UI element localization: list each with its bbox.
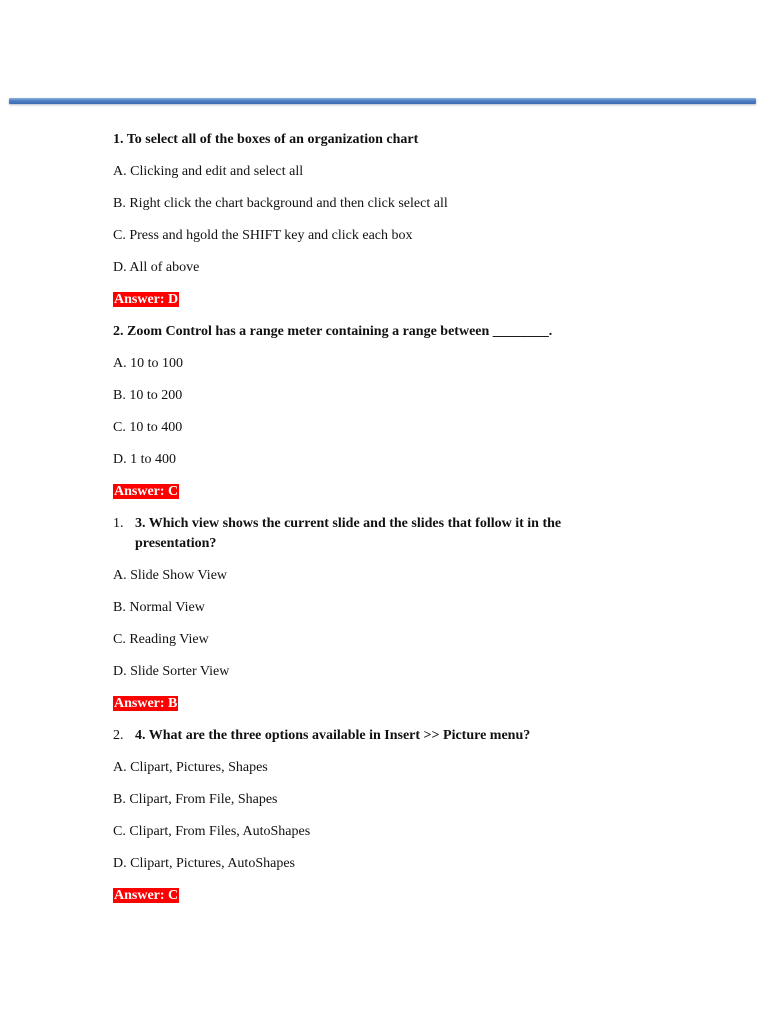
question-2-option-b: B. 10 to 200 xyxy=(113,388,183,403)
question-3-option-a: A. Slide Show View xyxy=(113,568,228,583)
question-4-option-d: D. Clipart, Pictures, AutoShapes xyxy=(113,856,295,871)
question-3-option-c: C. Reading View xyxy=(113,632,209,647)
question-1-title: 1. To select all of the boxes of an organization chart xyxy=(113,132,419,147)
question-4-option-a: A. Clipart, Pictures, Shapes xyxy=(113,760,268,775)
question-4-answer-row xyxy=(113,886,179,906)
question-4-title: 4. What are the three options available in Insert >> Picture menu? xyxy=(135,728,531,743)
question-1-option-d: D. All of above xyxy=(113,260,200,275)
question-1-option-b: B. Right click the chart background and then click select all xyxy=(113,196,448,211)
question-2-option-c: C. 10 to 400 xyxy=(113,420,183,435)
question-2-option-a: A. 10 to 100 xyxy=(113,356,183,371)
question-1-option-a: A. Clicking and edit and select all xyxy=(113,164,304,179)
question-3-title-line-2: presentation? xyxy=(135,536,217,551)
question-1-option-c: C. Press and hgold the SHIFT key and click each box xyxy=(113,228,413,243)
question-4-list-number: 2. xyxy=(113,728,124,743)
question-4-answer: Answer: C xyxy=(114,888,179,903)
question-4-option-b: B. Clipart, From File, Shapes xyxy=(113,792,278,807)
question-2-answer: Answer: C xyxy=(114,484,179,499)
question-4-title-block xyxy=(113,726,633,746)
question-3-option-d: D. Slide Sorter View xyxy=(113,664,230,679)
question-3-title-block xyxy=(113,514,633,554)
question-1-answer: Answer: D xyxy=(114,292,179,307)
question-1-answer-row xyxy=(113,290,179,310)
question-3-title-line-1: 3. Which view shows the current slide and the slides that follow it in the xyxy=(135,516,562,531)
question-2-option-d: D. 1 to 400 xyxy=(113,452,176,467)
header-rule xyxy=(9,98,756,104)
question-3-list-number: 1. xyxy=(113,516,124,531)
question-2-answer-row xyxy=(113,482,179,502)
question-3-answer-row xyxy=(113,694,178,714)
question-3-answer: Answer: B xyxy=(114,696,178,711)
question-3-option-b: B. Normal View xyxy=(113,600,205,615)
question-4-option-c: C. Clipart, From Files, AutoShapes xyxy=(113,824,311,839)
question-2-title: 2. Zoom Control has a range meter containing a range between ________. xyxy=(113,324,553,339)
